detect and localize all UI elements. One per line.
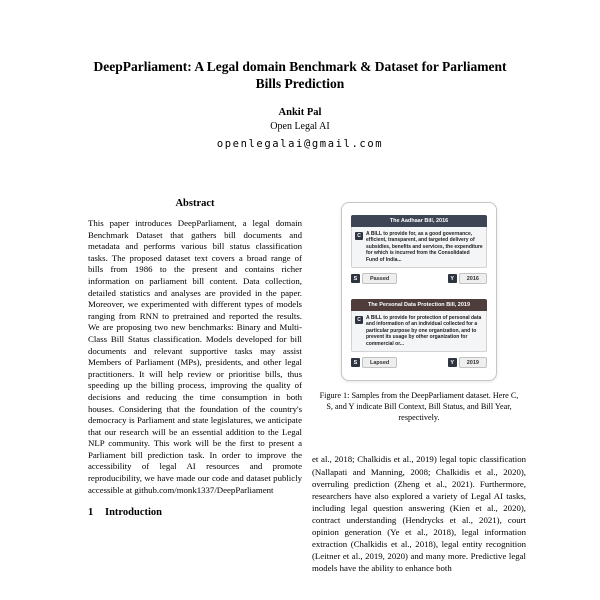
- paper-title: DeepParliament: A Legal domain Benchmark & Dataset for Parliament Bills Prediction: [93, 59, 507, 91]
- status-group: [351, 357, 397, 368]
- section-title: Introduction: [105, 507, 162, 519]
- bill-context-text: A BILL to provide for, as a good governance, efficient, transparent, and targeted delivery of subsidies, benefits and services, the expenditure for which is incurred from the Consolidated Fund of India...: [366, 231, 483, 263]
- bill-card-data-protection: [351, 299, 487, 368]
- status-badge: S: [351, 274, 360, 283]
- bill-card-header: The Aadhaar Bill, 2016: [351, 215, 487, 227]
- email-link[interactable]: openlegalai@gmail.com: [216, 138, 384, 150]
- year-group: [448, 273, 487, 284]
- bill-card-aadhaar: [351, 215, 487, 284]
- figure-1: [341, 202, 497, 381]
- section-number: 1: [88, 507, 94, 519]
- context-badge: C: [355, 232, 363, 240]
- bill-card-body: [351, 227, 487, 268]
- github-link[interactable]: github.com/monk1337/DeepParliament: [134, 484, 274, 495]
- right-column: [312, 200, 526, 600]
- abstract-text: [88, 218, 302, 496]
- year-group: [448, 357, 487, 368]
- status-badge: S: [351, 358, 360, 367]
- year-badge: Y: [448, 274, 457, 283]
- intro-paragraph: et al., 2018; Chalkidis et al., 2019) legal topic classification (Nallapati and Manning, 2008; Chalkidis et al., 2020), overruling prediction (Zheng et al., 2021). Furthermore, researchers have also explored a variety of Legal AI tasks, including legal question answering (Kien et al., 2020), contract understanding (Hendrycks et al., 2021), court opinion generation (Ye et al., 2018), legal information extraction (Chalkidis et al., 2018), legal entity recognition (Leitner et al., 2019, 2020) and many more. Predictive legal models have the ability to enhance both: [312, 454, 526, 574]
- abstract-heading: Abstract: [175, 198, 215, 209]
- affiliation: Open Legal AI: [270, 121, 330, 132]
- context-badge: C: [355, 316, 363, 324]
- status-group: [351, 273, 397, 284]
- abstract-body: This paper introduces DeepParliament, a legal domain Benchmark Dataset that gathers bill documents and metadata and performs various bill status classification tasks. The proposed dataset text covers a broad range of bills from 1986 to the present and contains richer information on parliament bill content. Data collection, detailed statistics and analyses are provided in the paper. Moreover, we experimented with different types of models ranging from RNN to pretrained and reported the results. We are proposing two new benchmarks: Binary and Multi-Class Bill Status classification. Models developed for bill documents and relevant supportive tasks may assist Members of Parliament (MPs), presidents, and other legal practitioners. It will help review or prioritise bills, thus speeding up the billing process, improving the quality of decisions and reducing the time consumption in both houses. Considering that the foundation of the country's democracy is Parliament and state legislatures, we anticipate that our research will be an essential addition to the Legal NLP community. This work will be the first to present a Parliament bill prediction task. In order to improve the accessibility of legal AI resources and promote reproducibility, we have made our code and dataset publicly accessible at: [88, 218, 302, 495]
- bill-meta-row: [351, 357, 487, 368]
- status-value: Passed: [362, 273, 397, 284]
- section-heading-introduction: [88, 507, 302, 518]
- bill-context-text: A BILL to provide for protection of personal data and information of an individual collected for a particular purpose by one organization, and to prevent its usage by other organization for commercial or...: [366, 315, 482, 347]
- left-column: [88, 198, 302, 600]
- bill-card-header: The Personal Data Protection Bill, 2019: [351, 299, 487, 311]
- author-name: Ankit Pal: [278, 107, 322, 118]
- year-badge: Y: [448, 358, 457, 367]
- year-value: 2016: [459, 273, 487, 284]
- year-value: 2019: [459, 357, 487, 368]
- bill-meta-row: [351, 273, 487, 284]
- bill-card-body: [351, 311, 487, 352]
- figure-caption: Figure 1: Samples from the DeepParliament dataset. Here C, S, and Y indicate Bill Context, Bill Status, and Bill Year, respectively.: [319, 391, 519, 422]
- paper-header: [80, 58, 520, 150]
- status-value: Lapsed: [362, 357, 397, 368]
